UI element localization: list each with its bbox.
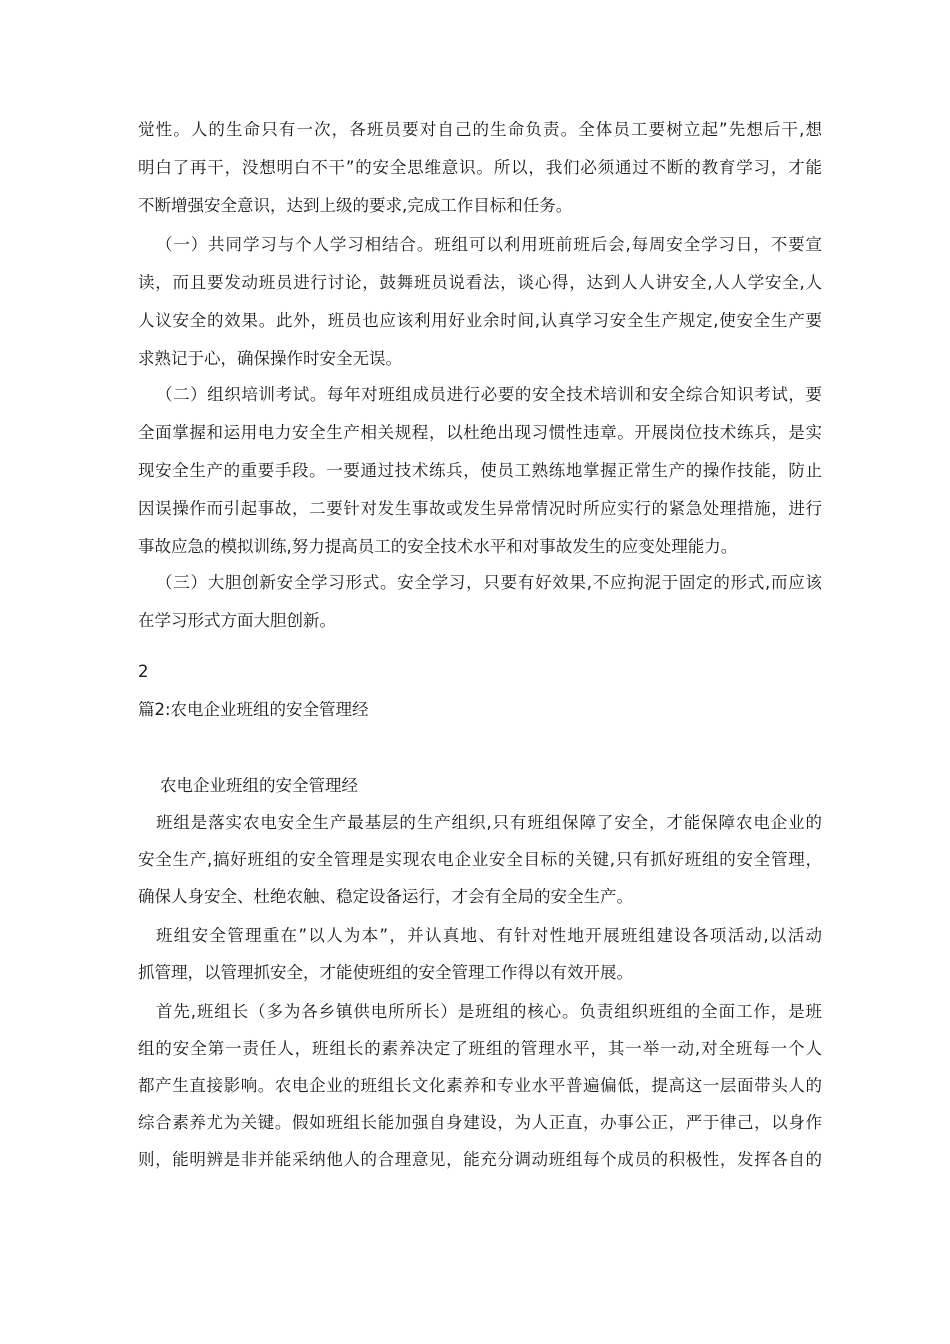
paragraph-line: 明白了再干，没想明白不干”的安全思维意识。所以，我们必须通过不断的教育学习，才能 bbox=[138, 158, 822, 177]
article-title: 篇2:农电企业班组的安全管理经 bbox=[138, 700, 369, 719]
paragraph-line: 抓管理，以管理抓安全，才能使班组的安全管理工作得以有效开展。 bbox=[138, 963, 633, 982]
paragraph-line: 觉性。人的生命只有一次，各班员要对自己的生命负责。全体员工要树立起”先想后干,想 bbox=[138, 120, 822, 139]
section-heading-line: （一）共同学习与个人学习相结合。班组可以利用班前班后会,每周安全学习日，不要宣 bbox=[156, 235, 822, 254]
page-number: 2 bbox=[138, 662, 149, 681]
paragraph-line: 首先,班组长（多为各乡镇供电所所长）是班组的核心。负责组织班组的全面工作，是班 bbox=[156, 1002, 822, 1021]
paragraph-line: 求熟记于心，确保操作时安全无误。 bbox=[138, 349, 402, 368]
section-heading-line: （二）组织培训考试。每年对班组成员进行必要的安全技术培训和安全综合知识考试，要 bbox=[156, 385, 822, 404]
paragraph-line: 则，能明辨是非并能采纳他人的合理意见，能充分调动班组每个成员的积极性，发挥各自的 bbox=[138, 1150, 822, 1169]
paragraph-line: 全面掌握和运用电力安全生产相关规程，以杜绝出现习惯性违章。开展岗位技术练兵，是实 bbox=[138, 423, 822, 442]
paragraph-line: 班组是落实农电安全生产最基层的生产组织,只有班组保障了安全，才能保障农电企业的 bbox=[156, 813, 822, 832]
paragraph-line: 在学习形式方面大胆创新。 bbox=[138, 611, 336, 630]
paragraph-line: 安全生产,搞好班组的安全管理是实现农电企业安全目标的关键,只有抓好班组的安全管理， bbox=[138, 850, 822, 869]
paragraph-line: 确保人身安全、杜绝农触、稳定设备运行，才会有全局的安全生产。 bbox=[138, 887, 633, 906]
paragraph-line: 班组安全管理重在”以人为本”，并认真地、有针对性地开展班组建设各项活动,以活动 bbox=[156, 926, 822, 945]
paragraph-line: 因误操作而引起事故，二要针对发生事故或发生异常情况时所应实行的紧急处理措施，进行 bbox=[138, 499, 822, 518]
section-heading-line: （三）大胆创新安全学习形式。安全学习，只要有好效果,不应拘泥于固定的形式,而应该 bbox=[156, 573, 822, 592]
paragraph-line: 不断增强安全意识，达到上级的要求,完成工作目标和任务。 bbox=[138, 196, 573, 215]
paragraph-line: 都产生直接影响。农电企业的班组长文化素养和专业水平普遍偏低，提高这一层面带头人的 bbox=[138, 1076, 822, 1095]
paragraph-line: 现安全生产的重要手段。一要通过技术练兵，使员工熟练地掌握正常生产的操作技能，防止 bbox=[138, 461, 822, 480]
paragraph-line: 人议安全的效果。此外，班员也应该利用好业余时间,认真学习安全生产规定,使安全生产要 bbox=[138, 311, 822, 330]
paragraph-line: 读，而且要发动班员进行讨论，鼓舞班员说看法，谈心得，达到人人讲安全,人人学安全,人 bbox=[138, 273, 822, 292]
paragraph-line: 组的安全第一责任人，班组长的素养决定了班组的管理水平，其一举一动,对全班每一个人 bbox=[138, 1039, 822, 1058]
paragraph-line: 事故应急的模拟训练,努力提高员工的安全技术水平和对事故发生的应变处理能力。 bbox=[138, 537, 738, 556]
article-subtitle: 农电企业班组的安全管理经 bbox=[160, 776, 358, 795]
paragraph-line: 综合素养尤为关键。假如班组长能加强自身建设，为人正直，办事公正，严于律己，以身作 bbox=[138, 1113, 822, 1132]
